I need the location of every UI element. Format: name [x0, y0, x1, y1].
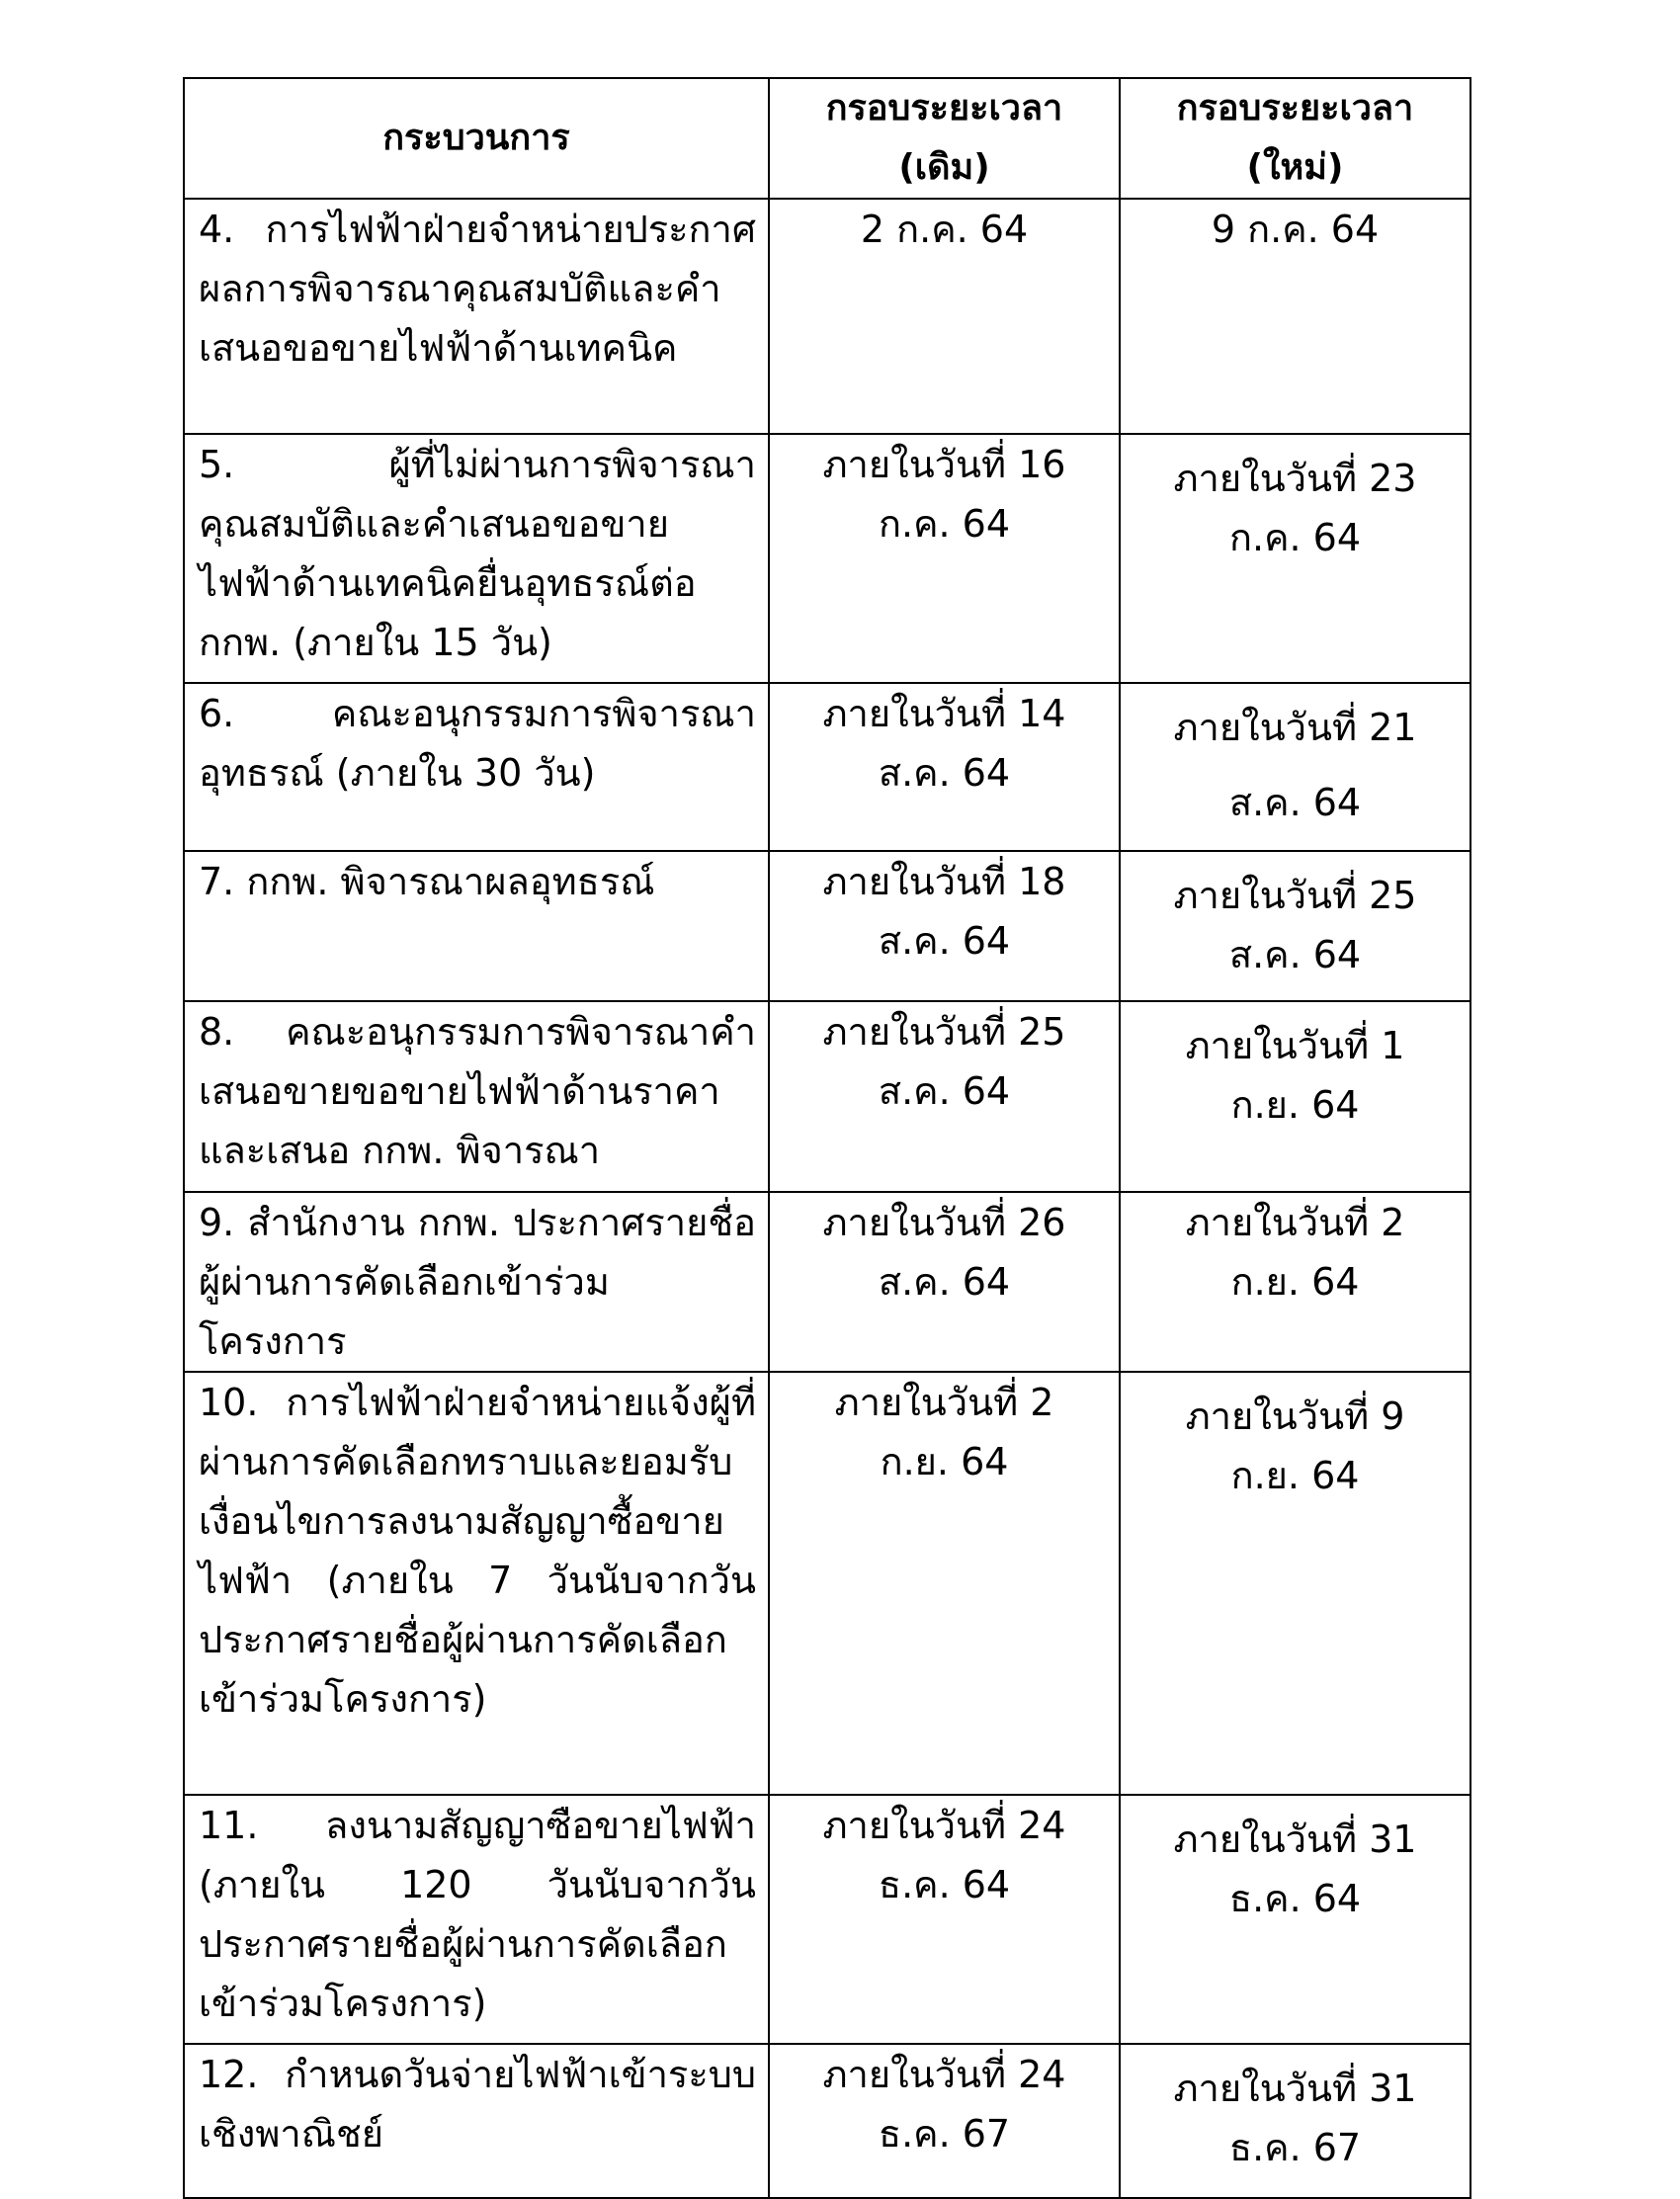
- new-date-line1: ภายในวันที่ 23: [1173, 457, 1417, 500]
- process-cell: 4. การไฟฟ้าฝ่ายจำหน่ายประกาศผลการพิจารณาคุณสมบัติและคำเสนอขอขายไฟฟ้าด้านเทคนิค: [184, 199, 769, 434]
- process-cell: 6. คณะอนุกรรมการพิจารณาอุทธรณ์ (ภายใน 30 วัน): [184, 683, 769, 851]
- new-date-cell: [1120, 1372, 1470, 1795]
- original-date-line2: ส.ค. 64: [878, 1260, 1011, 1304]
- new-date-line1: ภายในวันที่ 25: [1173, 874, 1417, 917]
- header-process-label: กระบวนการ: [382, 118, 570, 158]
- process-cell: 8. คณะอนุกรรมการพิจารณาคำเสนอขายขอขายไฟฟ้าด้านราคา และเสนอ กกพ. พิจารณา: [184, 1001, 769, 1192]
- new-date-line2: ก.ย. 64: [1230, 1083, 1360, 1127]
- new-date-line1: ภายในวันที่ 9: [1185, 1395, 1405, 1438]
- original-date-line2: ส.ค. 64: [878, 1069, 1011, 1113]
- process-cell: 10. การไฟฟ้าฝ่ายจำหน่ายแจ้งผู้ที่ผ่านการคัดเลือกทราบและยอมรับเงื่อนไขการลงนามสัญญาซื้อขายไฟฟ้า (ภายใน 7 วันนับจากวันประกาศรายชื่อผู้ผ่านการคัดเลือกเข้าร่วมโครงการ): [184, 1372, 769, 1795]
- original-date-line2: ส.ค. 64: [878, 751, 1011, 795]
- new-date-cell: [1120, 1795, 1470, 2044]
- original-date-cell: [769, 2044, 1120, 2198]
- original-date-line2: ส.ค. 64: [878, 919, 1011, 963]
- original-date-cell: [769, 683, 1120, 851]
- original-date-line1: ภายในวันที่ 14: [822, 692, 1066, 735]
- original-date-line2: ก.ค. 64: [878, 502, 1011, 546]
- process-cell: 7. กกพ. พิจารณาผลอุทธรณ์: [184, 851, 769, 1001]
- table-row: [184, 1001, 1470, 1192]
- new-date-line1: ภายในวันที่ 21: [1173, 706, 1417, 749]
- table-row: [184, 683, 1470, 851]
- new-date-line2: ก.ย. 64: [1230, 1454, 1360, 1497]
- header-original-line1: กรอบระยะเวลา: [825, 88, 1063, 128]
- original-date-line1: ภายในวันที่ 25: [822, 1010, 1066, 1054]
- header-new-line1: กรอบระยะเวลา: [1176, 88, 1414, 128]
- original-date-cell: [769, 851, 1120, 1001]
- original-date-cell: [769, 1192, 1120, 1372]
- timeline-table: [183, 77, 1471, 2199]
- new-date-line1: ภายในวันที่ 31: [1173, 2067, 1417, 2110]
- new-date: 9 ก.ค. 64: [1211, 208, 1380, 251]
- original-date-cell: [769, 1001, 1120, 1192]
- new-date-line2: ก.ย. 64: [1230, 1260, 1360, 1304]
- original-date-line1: ภายในวันที่ 24: [822, 1804, 1066, 1847]
- table-row: [184, 434, 1470, 683]
- original-date-cell: [769, 1795, 1120, 2044]
- original-date-line2: ธ.ค. 64: [878, 1863, 1011, 1906]
- process-cell: 9. สำนักงาน กกพ. ประกาศรายชื่อผู้ผ่านการคัดเลือกเข้าร่วมโครงการ: [184, 1192, 769, 1372]
- new-date-line1: ภายในวันที่ 2: [1185, 1201, 1405, 1244]
- new-date-line1: ภายในวันที่ 31: [1173, 1818, 1417, 1861]
- original-date-line1: ภายในวันที่ 24: [822, 2053, 1066, 2096]
- table-row: [184, 2044, 1470, 2198]
- header-original-timeframe: [769, 78, 1120, 199]
- original-date-line1: ภายในวันที่ 16: [822, 443, 1066, 486]
- header-original-line2: (เดิม): [898, 147, 990, 188]
- original-date: 2 ก.ค. 64: [860, 208, 1029, 251]
- new-date-cell: [1120, 683, 1470, 851]
- new-date-line2: ธ.ค. 64: [1228, 1877, 1362, 1920]
- table-header-row: [184, 78, 1470, 199]
- new-date-line2: ก.ค. 64: [1228, 516, 1362, 559]
- original-date-cell: [769, 434, 1120, 683]
- original-date-line1: ภายในวันที่ 26: [822, 1201, 1066, 1244]
- new-date-cell: [1120, 2044, 1470, 2198]
- original-date-line1: ภายในวันที่ 2: [834, 1381, 1054, 1424]
- process-cell: 5. ผู้ที่ไม่ผ่านการพิจารณาคุณสมบัติและคำเสนอขอขายไฟฟ้าด้านเทคนิคยื่นอุทธรณ์ต่อ กกพ. (ภายใน 15 วัน): [184, 434, 769, 683]
- table-row: [184, 199, 1470, 434]
- new-date-line2: ธ.ค. 67: [1228, 2126, 1362, 2169]
- original-date-cell: [769, 1372, 1120, 1795]
- original-date-line2: ธ.ค. 67: [878, 2112, 1011, 2156]
- original-date-line1: ภายในวันที่ 18: [822, 860, 1066, 903]
- new-date-line1: ภายในวันที่ 1: [1185, 1024, 1405, 1067]
- process-cell: 12. กำหนดวันจ่ายไฟฟ้าเข้าระบบเชิงพาณิชย์: [184, 2044, 769, 2198]
- new-date-cell: [1120, 851, 1470, 1001]
- new-date-cell: [1120, 199, 1470, 434]
- header-new-timeframe: [1120, 78, 1470, 199]
- process-cell: 11. ลงนามสัญญาซือขายไฟฟ้า (ภายใน 120 วันนับจากวันประกาศรายชื่อผู้ผ่านการคัดเลือกเข้าร่วมโครงการ): [184, 1795, 769, 2044]
- new-date-cell: [1120, 434, 1470, 683]
- header-new-line2: (ใหม่): [1246, 147, 1344, 188]
- table-row: [184, 1372, 1470, 1795]
- table-row: [184, 1192, 1470, 1372]
- original-date-line2: ก.ย. 64: [880, 1440, 1009, 1483]
- new-date-cell: [1120, 1192, 1470, 1372]
- new-date-line2: ส.ค. 64: [1228, 933, 1362, 976]
- table-row: [184, 851, 1470, 1001]
- header-process: [184, 78, 769, 199]
- table-row: [184, 1795, 1470, 2044]
- new-date-cell: [1120, 1001, 1470, 1192]
- original-date-cell: [769, 199, 1120, 434]
- new-date-line2: ส.ค. 64: [1228, 781, 1362, 824]
